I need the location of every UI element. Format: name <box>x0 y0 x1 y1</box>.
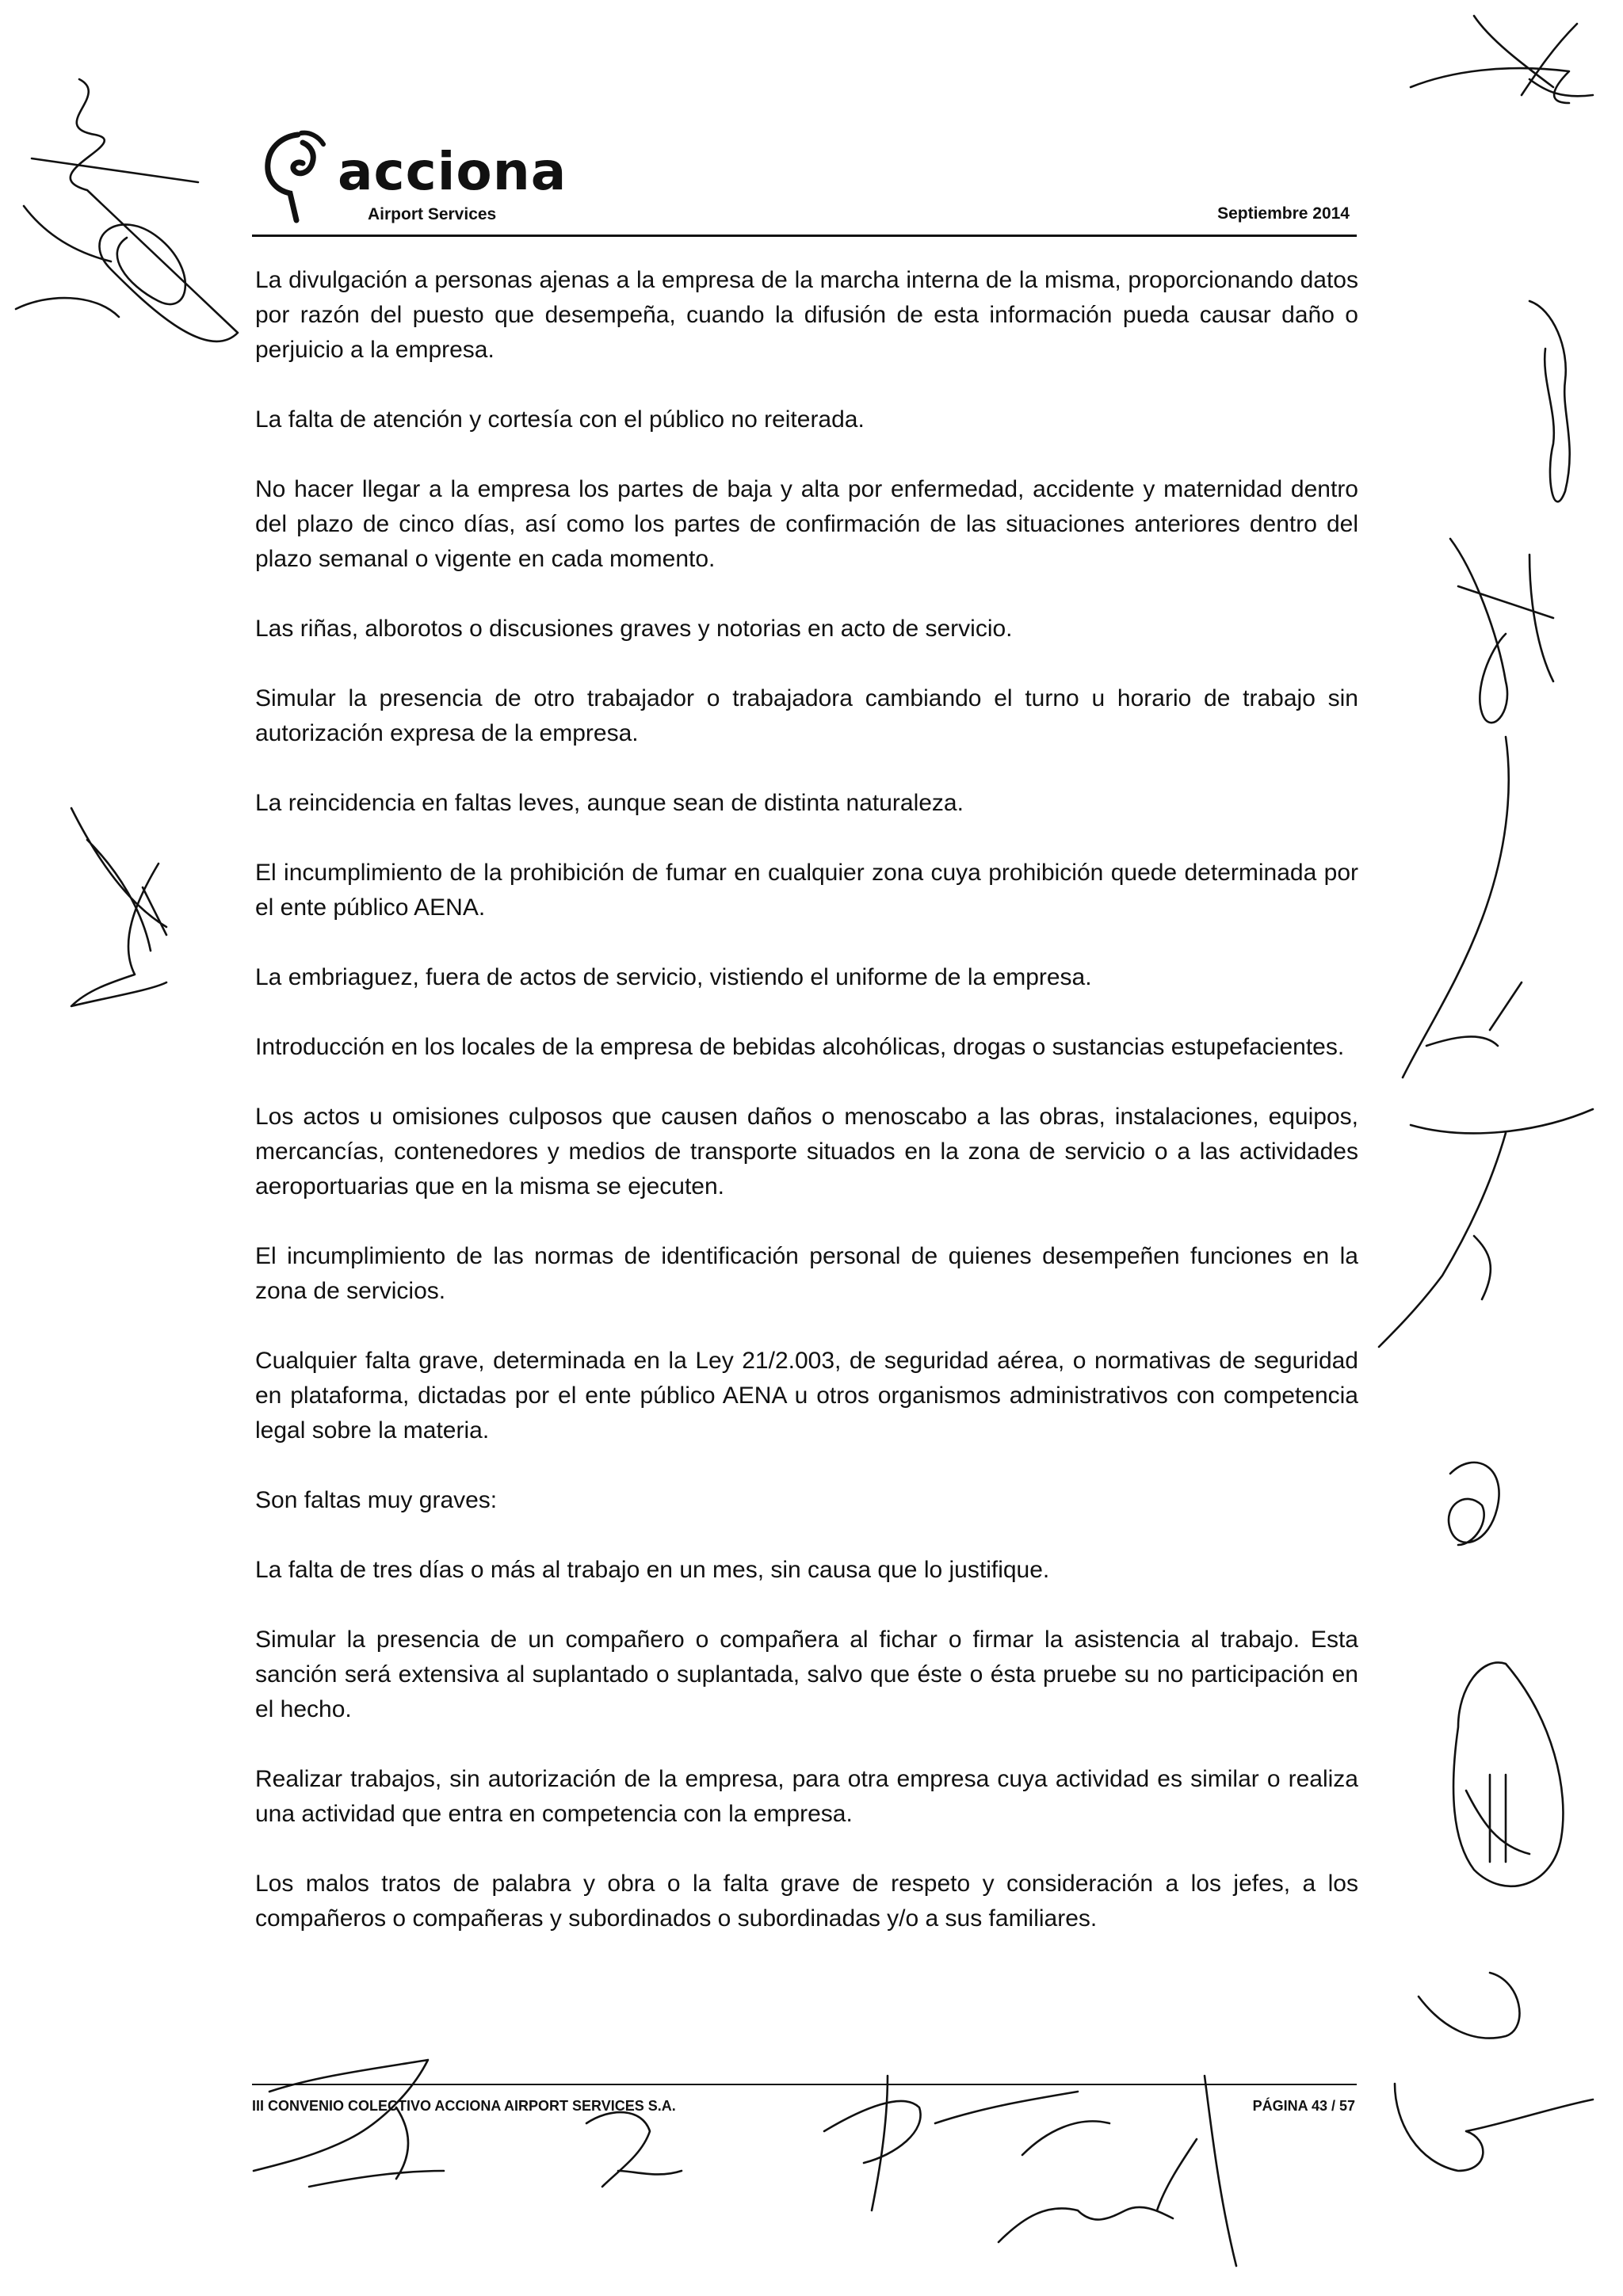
footer-divider <box>252 2084 1357 2085</box>
signature-right-2 <box>1450 539 1553 723</box>
paragraph: El incumplimiento de las normas de identificación personal de quienes desempeñen funciones en la zona de servicios. <box>255 1243 1358 1304</box>
document-date: Septiembre 2014 <box>1217 204 1350 223</box>
signature-top-right <box>1411 16 1593 103</box>
signature-right-7 <box>1395 1973 1593 2171</box>
paragraph: Los actos u omisiones culposos que causen daños o menoscabo a las obras, instalaciones, equipos, mercancías, contenedores y medios de transporte situados en la zona de servicio o a las actividades aeroportuarias que en la misma se ejecuten. <box>255 1104 1358 1199</box>
signature-right-1 <box>1529 301 1570 502</box>
header-divider <box>252 235 1357 237</box>
paragraph: Cualquier falta grave, determinada en la Ley 21/2.003, de seguridad aérea, o normativas de seguridad en plataforma, dictadas por el ente público AENA u otros organismos administrativos con competencia legal sobre la materia. <box>255 1348 1358 1444</box>
paragraph: La reincidencia en faltas leves, aunque sean de distinta naturaleza. <box>255 790 964 816</box>
signature-right-6 <box>1453 1662 1563 1886</box>
paragraph: Las riñas, alborotos o discusiones graves y notorias en acto de servicio. <box>255 616 1013 642</box>
signature-right-5 <box>1449 1463 1499 1545</box>
paragraph: La falta de tres días o más al trabajo en un mes, sin causa que lo justifique. <box>255 1557 1050 1583</box>
paragraph: Simular la presencia de un compañero o compañera al fichar o firmar la asistencia al trabajo. Esta sanción será extensiva al suplantado o suplantada, salvo que éste o ésta pruebe su no participación en el hecho. <box>255 1627 1358 1722</box>
company-logo <box>252 119 567 230</box>
signature-right-3 <box>1403 737 1522 1077</box>
paragraph: Realizar trabajos, sin autorización de la empresa, para otra empresa cuya actividad es similar o realiza una actividad que entra en competencia con la empresa. <box>255 1766 1358 1827</box>
page-number: PÁGINA 43 / 57 <box>1252 2098 1355 2114</box>
signature-right-4 <box>1379 1109 1593 1347</box>
logo-wordmark: acciona <box>338 141 567 202</box>
signature-top-left <box>16 79 238 341</box>
footer-agreement-title: III CONVENIO COLECTIVO ACCIONA AIRPORT SERVICES S.A. <box>252 2098 676 2114</box>
signature-bottom-right <box>999 2076 1236 2266</box>
signature-bottom-left <box>254 2060 444 2187</box>
paragraph: La falta de atención y cortesía con el público no reiterada. <box>255 406 865 433</box>
initials-bottom-center-left <box>586 2112 682 2187</box>
paragraph: No hacer llegar a la empresa los partes de baja y alta por enfermedad, accidente y maternidad dentro del plazo de cinco días, así como los partes de confirmación de las situaciones anteriores dentro del plazo semanal o vigente en cada momento. <box>255 476 1358 572</box>
paragraph: Introducción en los locales de la empresa de bebidas alcohólicas, drogas o sustancias estupefacientes. <box>255 1034 1345 1060</box>
paragraph: La divulgación a personas ajenas a la empresa de la marcha interna de la misma, proporcionando datos por razón del puesto que desempeña, cuando la difusión de esta información pueda causar daño o perjuicio a la empresa. <box>255 267 1358 363</box>
document-body <box>255 263 1358 1971</box>
logo-subtitle: Airport Services <box>368 205 497 223</box>
paragraph: El incumplimiento de la prohibición de fumar en cualquier zona cuya prohibición quede determinada por el ente público AENA. <box>255 860 1358 921</box>
signature-bottom-center <box>824 2076 1109 2210</box>
signature-left-mid <box>71 808 166 1006</box>
paragraph: Simular la presencia de otro trabajador o trabajadora cambiando el turno u horario de trabajo sin autorización expresa de la empresa. <box>255 685 1358 746</box>
acciona-tree-icon <box>252 119 339 230</box>
paragraph: Los malos tratos de palabra y obra o la falta grave de respeto y consideración a los jefes, a los compañeros o compañeras y subordinados o subordinadas y/o a sus familiares. <box>255 1871 1358 1932</box>
section-heading: Son faltas muy graves: <box>255 1487 498 1513</box>
paragraph: La embriaguez, fuera de actos de servicio, vistiendo el uniforme de la empresa. <box>255 964 1092 990</box>
